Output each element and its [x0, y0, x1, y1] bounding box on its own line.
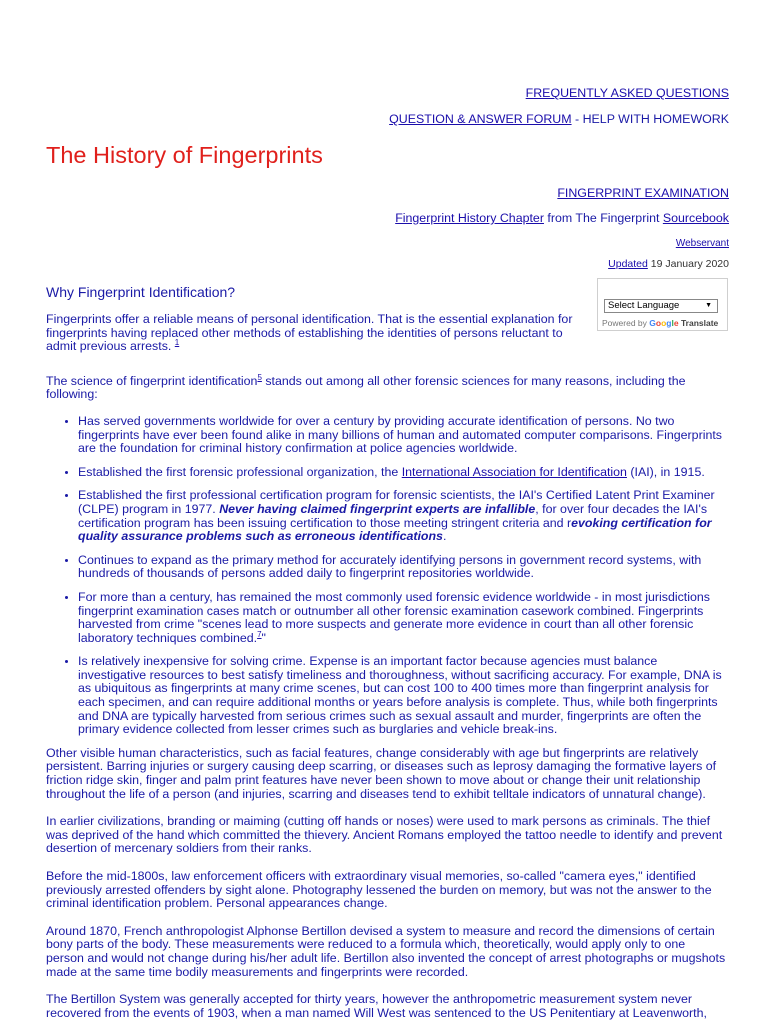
article-body: [46, 313, 726, 1020]
bullet-3-text-c: .: [442, 529, 447, 544]
footnote-1-link[interactable]: 1: [174, 338, 180, 348]
persistence-paragraph: Other visible human characteristics, such as facial features, change considerably with age but fingerprints are relatively persistent. Barring injuries or surgery causing deep scarring, or diseases such as leprosy damaging the formative layers of friction ridge skin, finger and palm print features have never been shown to move about or change their unit relationship throughout the life of a person (and injuries, scarring and diseases tend to exhibit telltale indicators of unnatural change).: [46, 745, 717, 801]
translate-link[interactable]: Translate: [678, 318, 719, 328]
fingerprint-exam-row: [557, 187, 729, 201]
page-title: The History of Fingerprints: [46, 142, 323, 168]
history-chapter-link[interactable]: Fingerprint History Chapter: [395, 211, 544, 225]
bullet-3-emphasis-2: evoking certification for quality assurance problems such as erroneous identifications: [78, 515, 712, 544]
bullet-3-emphasis-1: Never having claimed fingerprint experts are infallible: [219, 501, 536, 516]
bullet-3-text-b: , for over four decades the IAI's certification program has been issuing certification to those meeting stringent criteria and r: [78, 501, 708, 530]
language-select[interactable]: [604, 299, 718, 313]
bullet-2-text-b: (IAI), in 1915.: [626, 464, 705, 479]
camera-eyes-paragraph: Before the mid-1800s, law enforcement officers with extraordinary visual memories, so-called "camera eyes," identified previously arrested offenders by sight alone. Photography lessened the burden on memory, but was not the answer to the criminal identification problem. Personal appearances change.: [46, 869, 712, 911]
footnote-7-link[interactable]: 7: [257, 629, 262, 639]
list-item: [78, 591, 726, 645]
intro-text: Fingerprints offer a reliable means of personal identification. That is the essential explanation for fingerprints having replaced other methods of establishing the identities of persons reluctant to admit previous arrests.: [46, 312, 573, 354]
chapter-middle-text: from The Fingerprint: [543, 211, 663, 225]
list-item: [78, 489, 726, 543]
section-subtitle: Why Fingerprint Identification?: [46, 284, 236, 300]
updated-row: [608, 258, 729, 272]
chapter-row: [395, 212, 729, 226]
powered-by-text: Powered by: [602, 318, 650, 328]
list-item: [78, 466, 726, 480]
updated-date: 19 January 2020: [647, 258, 729, 270]
qa-forum-link[interactable]: QUESTION & ANSWER FORUM: [389, 112, 572, 126]
qa-forum-row: [389, 113, 729, 127]
bullet-5-text-b: ": [261, 630, 266, 645]
bullet-4-text: Continues to expand as the primary method for accurately identifying persons in government record systems, with hundreds of thousands of persons added daily to fingerprint repositories worldwide.: [78, 552, 702, 581]
bertillon-paragraph: Around 1870, French anthropologist Alphonse Bertillon devised a system to measure and record the dimensions of certain bony parts of the body. These measurements were reduced to a formula which, theoretically, would apply only to one person and would not change during his/her adult life. Bertillon also invented the concept of arrest photographs or mugshots made at the same time bodily measurements and fingerprints were recorded.: [46, 923, 726, 979]
science-text-b: stands out among all other forensic sciences for many reasons, including the following:: [46, 373, 686, 402]
list-item: [78, 655, 726, 737]
footnote-5-link[interactable]: 5: [257, 372, 262, 382]
bullet-2-text-a: Established the first forensic professional organization, the: [78, 464, 402, 479]
fingerprint-exam-link[interactable]: FINGERPRINT EXAMINATION: [557, 186, 729, 200]
language-select-label: Select Language: [608, 300, 680, 311]
google-logo-text: Google: [649, 318, 679, 328]
bullet-3-text-a: Established the first professional certification program for forensic scientists, the IAI's Certified Latent Print Examiner (CLPE) program in 1977.: [78, 488, 715, 516]
list-item: [78, 554, 726, 581]
science-text-a: The science of fingerprint identification: [46, 373, 258, 388]
science-paragraph: [46, 372, 726, 402]
will-west-paragraph: The Bertillon System was generally accepted for thirty years, however the anthropometric measurement system never recovered from the events of 1903, when a man named Will West was sentenced to the US Penitentiary at Leavenworth,: [46, 992, 707, 1020]
dropdown-arrow-icon: ▼: [705, 302, 712, 309]
bullet-1-text: Has served governments worldwide for over a century by providing accurate identification of persons. No two fingerprints have ever been found alike in many billions of human and automated computer comparisons. Fingerprints are the foundation for criminal history confirmation at police agencies worldwide.: [78, 413, 722, 456]
qa-forum-suffix: - HELP WITH HOMEWORK: [571, 112, 729, 126]
iai-link[interactable]: International Association for Identification: [401, 464, 627, 479]
bullet-5-text-a: For more than a century, has remained the most commonly used forensic evidence worldwide - in most jurisdictions fingerprint examination cases match or outnumber all other forensic examination casework combined. Fingerprints harvested from crime "scenes lead to more suspects and generate more evidence in court than all other forensic laboratory techniques combined.: [78, 589, 710, 645]
updated-link[interactable]: Updated: [608, 258, 648, 270]
intro-paragraph: [46, 313, 594, 354]
list-item: [78, 415, 726, 456]
civilizations-paragraph: In earlier civilizations, branding or maiming (cutting off hands or noses) were used to mark persons as criminals. The thief was deprived of the hand which committed the thievery. Ancient Romans employed the tattoo needle to identify and prevent desertion of mercenary soldiers from their ranks.: [46, 814, 723, 856]
faq-link[interactable]: FREQUENTLY ASKED QUESTIONS: [525, 86, 729, 100]
webservant-link[interactable]: Webservant: [675, 238, 729, 249]
faq-link-row: [526, 87, 729, 101]
reasons-list: [46, 415, 726, 737]
bullet-6-text: Is relatively inexpensive for solving crime. Expense is an important factor because agencies must balance investigative resources to best satisfy timeliness and thoroughness, without sacrificing accuracy. For example, DNA is as ubiquitous as fingerprints at many crime scenes, but can cost 100 to 400 times more than fingerprint analysis for each specimen, and can require additional months or years before analysis is complete. Thus, while both fingerprints and DNA are typically harvested from serious crimes such as sexual assault and murder, fingerprints are often the primary evidence collected from lesser crimes such as burglaries and vehicle break-ins.: [78, 654, 722, 737]
webservant-row: [676, 237, 729, 251]
sourcebook-link[interactable]: Sourcebook: [662, 211, 729, 225]
